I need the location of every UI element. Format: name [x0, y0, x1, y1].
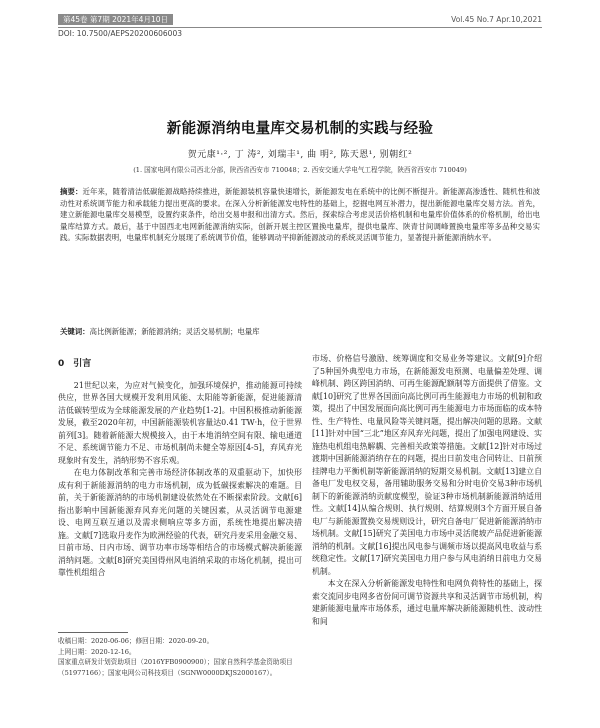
intro-paragraph-continued: 市场、价格信号激励、统筹调度和交易业务等建议。文献[9]介绍了5种国外典型电力市场，在新能源发电预测、电量偏差处理、调峰机制、跨区跨国消纳、可再生能源配额制等方面提供了借鉴。文献[10]研究了世界各国面向高比例可再生能源电力市场的机制和政策，提出了中国发展面向高比例可再生能源电力市场面临的成本特性、生产特性、电量风险等关键问题，提出解决问题的思路。文献[11]针对中国“三北”地区弃风弃光问题，提出了加强电网建设、实施热电机组电热解耦、完善相关政策等措施。文献[12]针对市场过渡期中国新能源消纳存在的问题，提出日前发电合同转让、日前预挂牌电力平衡机制等新能源消纳的短期交易机制。文献[13]建立自备电厂发电权交易，备用辅助服务交易和分时电价交易3种市场机制下的新能源消纳贡献度模型，验证3种市场机制新能源消纳适用性。文献[14]从编合规则、执行规则、结算规则3个方面开展自备电厂与新能源置换交易规则设计，研究自备电厂促进新能源消纳市场机制。文献[15]研究了美国电力市场中灵活爬坡产品促进新能源消纳的机制。文献[16]提出风电参与调频市场以提高风电收益与系统稳定性。文献[17]研究美国电力用户参与风电消纳日前电力交易机制。: [312, 354, 542, 576]
abstract: [60, 186, 540, 244]
journal-issue-english: Vol.45 No.7 Apr.10,2021: [451, 15, 542, 24]
author-list: 贺元康¹·², 丁 涛², 刘瑞丰¹, 曲 明², 陈天恩¹, 别朝红²: [187, 150, 413, 160]
right-column: [312, 353, 542, 628]
header-rule: [58, 27, 542, 28]
doi-line: DOI: 10.7500/AEPS20200606003: [58, 29, 182, 38]
section-heading-intro: 0 引言: [58, 359, 92, 369]
keywords: [60, 326, 540, 337]
journal-issue-bar: 第45卷 第7期 2021年4月10日: [58, 14, 173, 25]
intro-paragraph-1: 21世纪以来，为应对气候变化，加强环境保护，推动能源可持续供应，世界各国大规模开发利用风能、太阳能等新能源，促进能源清洁低碳转型成为全球能源发展的产业趋势[1-2]。中国积极推动新能源发展，截至2020年初，中国新能源装机容量达0.41 TW·h，位于世界前列[3]。随着新能源大规模接入，由于本地消纳空间有限、输电通道不足、系统调节能力不足、市场机制尚未健全等原因[4-5]，弃风弃光现象时有发生，消纳形势不容乐观。: [58, 380, 302, 465]
intro-paragraph-2: 在电力体制改革和完善市场经济体制改革的双重驱动下，加快形成有利于新能源消纳的电力市场机制，成为低碳探索解决的难题。目前，关于新能源消纳的市场机制建设依然处在不断探索阶段。文献[6]指出影响中国新能源弃风弃光问题的关键因素，从灵活调节电源建设、电网互联互通以及需求侧响应等多方面，系统性地提出解决措施。文献[7]选取丹麦作为欧洲经验的代表，研究丹麦采用金融交易、日前市场、日内市场、调节功率市场等相结合的市场模式解决新能源消纳问题。文献[8]研究美国得州风电消纳采取的市场化机制，提出可靠性机组组合: [58, 468, 302, 577]
footnotes: [58, 636, 302, 678]
footnote-online: 上网日期：2020-12-16。: [58, 647, 136, 656]
footnote-received: 收稿日期：2020-06-06；修回日期：2020-09-20。: [58, 637, 214, 645]
keywords-label: 关键词：: [60, 327, 90, 336]
left-column: [58, 358, 302, 580]
footnote-funding: 国家重点研发计划资助项目（2016YFB0900900）；国家自然科学基金资助项目（51977166）；国家电网公司科技项目（SGNW0000DKJS2000167）。: [58, 658, 293, 677]
intro-paragraph-3: 本文在深入分析新能源发电特性和电网负荷特性的基础上，探索交流同步电网多省份间可调节资源共享和灵活调节市场机制，构建新能源电量库市场体系，通过电量库解决新能源随机性、波动性和间: [312, 579, 542, 626]
abstract-label: 摘要：: [60, 187, 83, 196]
footnote-rule: [58, 632, 128, 633]
keywords-text: 高比例新能源；新能源消纳；灵活交易机制；电量库: [89, 327, 260, 336]
paper-title: 新能源消纳电量库交易机制的实践与经验: [166, 121, 434, 137]
abstract-text: 近年来，随着清洁低碳能源战略持续推进，新能源装机容量快速增长，新能源发电在系统中的比例不断提升。新能源高渗透性、随机性和波动性对系统调节能力和承载能力提出更高的要求。在深入分析新能源发电特性的基础上，挖掘电网互补潜力，提出新能源电量库交易方法。首先，建立新能源电量库交易模型，设置约束条件，给出交易申报和出清方式。然后，探索综合考虑灵活价格机制和电量库价值体系的价格机制，给出电量库结算方式。最后，基于中国西北电网新能源消纳实际，创新开展主控区置换电量库，提供电量库、陕青甘间调峰置换电量库等多品种交易实践。实际数据表明，电量库机制充分展现了系统调节价值，能够调动平抑新能源波动的系统灵活调节能力，显著提升新能源消纳水平。: [60, 187, 540, 243]
author-affiliations: (1. 国家电网有限公司西北分部，陕西省西安市 710048；2. 西安交通大学电气工程学院，陕西省西安市 710049): [133, 166, 467, 174]
